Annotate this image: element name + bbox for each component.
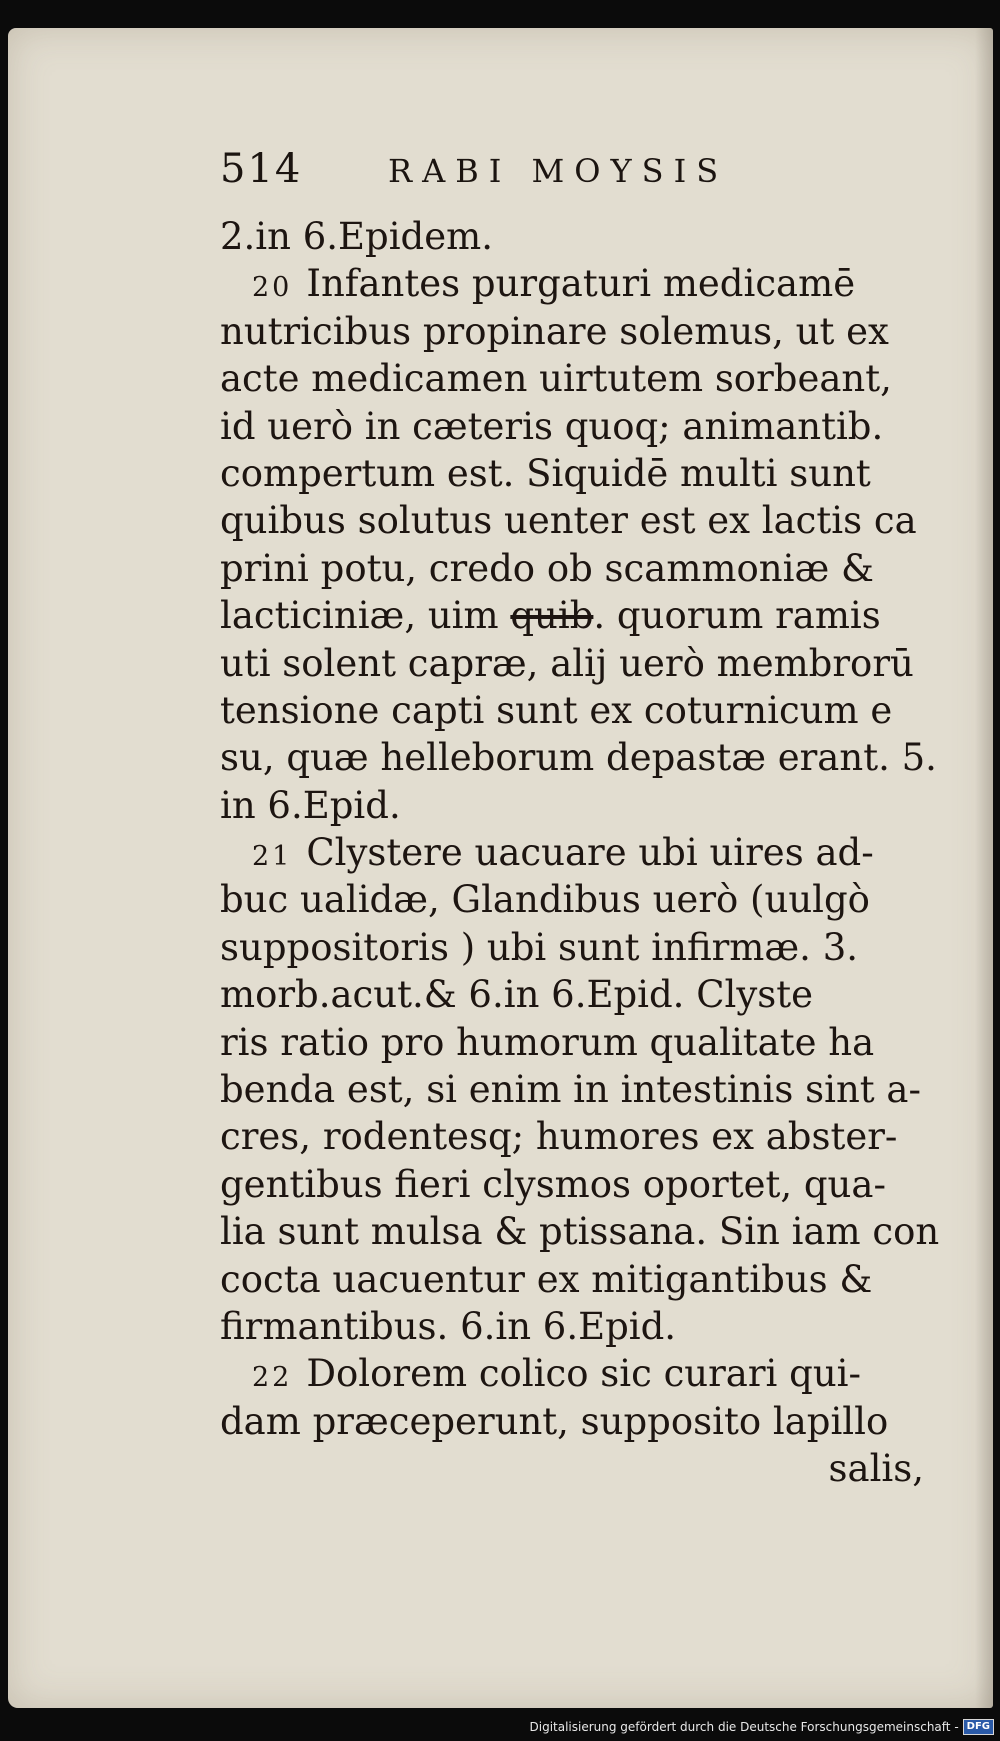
text-line: uti solent capræ, alij uerò membrorū [220, 641, 914, 685]
text-fragment: . quorum ramis [593, 594, 881, 638]
body-text [220, 213, 940, 1493]
text-line: cres, rodentesq; humores ex abster- [220, 1115, 898, 1159]
catchword: salis, [828, 1447, 924, 1491]
paragraph-20-start [220, 260, 940, 307]
text-line: Clystere uacuare ubi uires ad- [306, 831, 874, 875]
digitization-credit [530, 1717, 995, 1737]
text-line: compertum est. Siquidē multi sunt [220, 451, 871, 495]
paragraph-number: 20 [252, 272, 293, 304]
text-line: buc ualidæ, Glandibus uerò (uulgò [220, 878, 870, 922]
text-line: lia sunt mulsa & ptissana. Sin iam con [220, 1210, 940, 1254]
text-line: dam præceperunt, supposito lapillo [220, 1399, 889, 1443]
text-line: firmantibus. 6.in 6.Epid. [220, 1304, 677, 1348]
dfg-logo-icon: DFG [963, 1719, 994, 1735]
text-line: gentibus fieri clysmos oportet, qua- [220, 1162, 886, 1206]
text-fragment: lacticiniæ, uim [220, 594, 499, 638]
paragraph-22-start [220, 1350, 940, 1397]
paragraph-number: 21 [252, 841, 293, 873]
text-line: morb.acut.& 6.in 6.Epid. Clyste [220, 973, 813, 1017]
credit-text: Digitalisierung gefördert durch die Deutsche Forschungsgemeinschaft - [529, 1720, 959, 1734]
book-page [8, 28, 993, 1708]
paragraph-21-start [220, 829, 940, 876]
struck-word: quib [510, 594, 594, 638]
text-line: ris ratio pro humorum qualitate ha [220, 1020, 875, 1064]
text-line: prini potu, credo ob scammoniæ & [220, 546, 874, 590]
text-line: 2.in 6.Epidem. [220, 215, 493, 258]
text-line: tensione capti sunt ex coturnicum e [220, 688, 893, 732]
text-line: cocta uacuentur ex mitigantibus & [220, 1257, 873, 1301]
text-line: in 6.Epid. [220, 783, 401, 827]
text-line: quibus solutus uenter est ex lactis ca [220, 499, 917, 543]
text-line: Dolorem colico sic curari qui- [306, 1352, 861, 1396]
page-header [220, 146, 920, 206]
text-line: su, quæ helleborum depastæ erant. 5. [220, 736, 937, 780]
text-line: nutricibus propinare solemus, ut ex [220, 309, 889, 353]
paragraph-number: 22 [252, 1362, 293, 1394]
page-number: 514 [220, 146, 303, 192]
running-head: RABI MOYSIS [388, 152, 729, 190]
text-line: acte medicamen uirtutem sorbeant, [220, 357, 892, 401]
text-line-with-deletion [220, 592, 940, 639]
text-line: id uerò in cæteris quoq; animantib. [220, 404, 884, 448]
text-line: benda est, si enim in intestinis sint a- [220, 1068, 921, 1112]
text-line: suppositoris ) ubi sunt infirmæ. 3. [220, 925, 858, 969]
text-line: Infantes purgaturi medicamē [306, 262, 856, 306]
